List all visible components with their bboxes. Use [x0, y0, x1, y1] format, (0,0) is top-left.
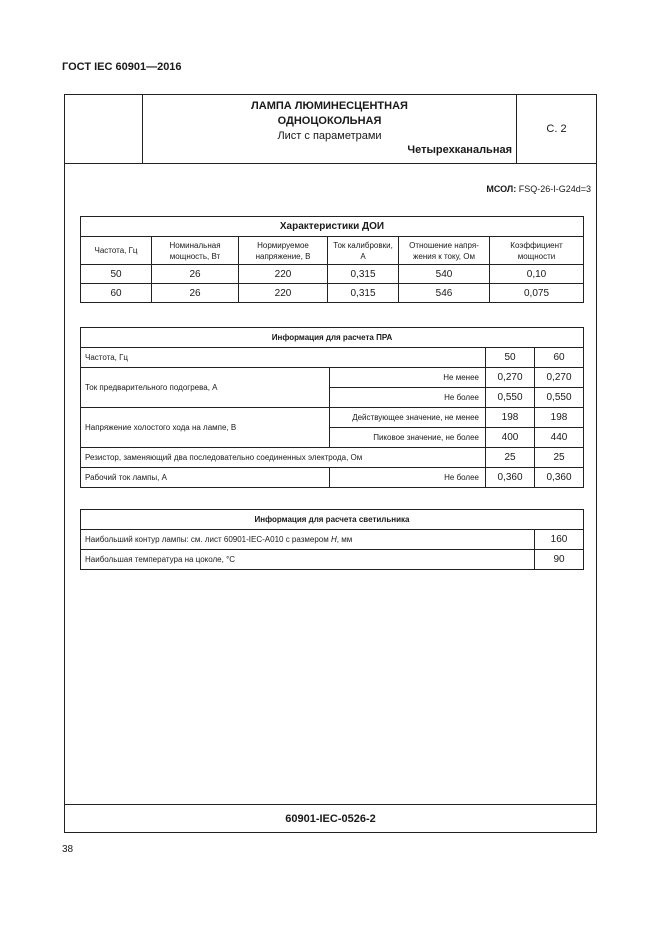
header-sheet-cell	[517, 95, 596, 164]
mcol-value: FSQ-26-I-G24d=3	[518, 184, 591, 194]
open-circuit-voltage-label: Напряжение холостого хода на лампе, В	[81, 408, 330, 448]
sheet-number: С. 2	[546, 123, 567, 135]
mcol-label: МСОЛ:	[486, 184, 517, 194]
doi-table-title: Характеристики ДОИ	[81, 217, 584, 237]
table-row	[81, 284, 584, 303]
working-current-50: 0,360	[486, 468, 535, 488]
frequency-label: Частота, Гц	[81, 348, 486, 368]
preheat-max-50: 0,550	[486, 388, 535, 408]
cell: 26	[152, 265, 239, 284]
table-row	[81, 530, 584, 550]
working-current-condition: Не более	[330, 468, 486, 488]
luminaire-info-table	[80, 509, 584, 570]
ocv-peak-50: 400	[486, 428, 535, 448]
resistor-label: Резистор, заменяющий два последовательно соединенных электрода, Ом	[81, 448, 486, 468]
title-line-1: ЛАМПА ЛЮМИНЕСЦЕНТНАЯ	[251, 100, 408, 112]
ocv-rms-60: 198	[535, 408, 584, 428]
ocv-peak-label: Пиковое значение, не более	[330, 428, 486, 448]
table-row	[81, 408, 584, 428]
max-contour-label	[81, 530, 535, 550]
subtitle: Лист с параметрами	[277, 130, 382, 142]
cell: 50	[81, 265, 152, 284]
mcol-designation	[486, 184, 591, 194]
table-row	[81, 448, 584, 468]
col-header-frequency: Частота, Гц	[81, 237, 152, 265]
preheat-max-label: Не более	[330, 388, 486, 408]
frequency-50: 50	[486, 348, 535, 368]
lum-table-title: Информация для расчета светильника	[81, 510, 584, 530]
ballast-info-table	[80, 327, 584, 488]
working-current-60: 0,360	[535, 468, 584, 488]
doi-characteristics-table	[80, 216, 584, 303]
footer-divider	[65, 804, 596, 805]
cell: 26	[152, 284, 239, 303]
col-header-power: Номинальная мощность, Вт	[152, 237, 239, 265]
cell: 0,315	[328, 284, 399, 303]
max-contour-label-post: , мм	[336, 535, 353, 544]
cell: 60	[81, 284, 152, 303]
max-cap-temperature-label: Наибольшая температура на цоколе, °С	[81, 550, 535, 570]
cell: 220	[239, 284, 328, 303]
sheet-footer-code: 60901-IEC-0526-2	[285, 813, 376, 825]
table-row	[81, 550, 584, 570]
ocv-rms-label: Действующее значение, не менее	[330, 408, 486, 428]
resistor-60: 25	[535, 448, 584, 468]
cell: 0,315	[328, 265, 399, 284]
frequency-60: 60	[535, 348, 584, 368]
col-header-calibration-current: Ток калибровки, А	[328, 237, 399, 265]
col-header-voltage-current-ratio: Отношение напря-жения к току, Ом	[399, 237, 490, 265]
cell: 546	[399, 284, 490, 303]
table-row	[81, 368, 584, 388]
max-cap-temperature-value: 90	[535, 550, 584, 570]
preheat-max-60: 0,550	[535, 388, 584, 408]
page-number: 38	[62, 844, 74, 855]
pra-table-title: Информация для расчета ПРА	[81, 328, 584, 348]
max-contour-value: 160	[535, 530, 584, 550]
table-row	[81, 468, 584, 488]
ocv-peak-60: 440	[535, 428, 584, 448]
preheat-min-label: Не менее	[330, 368, 486, 388]
col-header-power-factor: Коэффициент мощности	[490, 237, 584, 265]
title-line-2: ОДНОЦОКОЛЬНАЯ	[277, 115, 382, 127]
header-title-cell	[143, 95, 517, 164]
cell: 540	[399, 265, 490, 284]
max-contour-label-var: H	[330, 535, 337, 544]
parameter-sheet-frame	[64, 94, 597, 833]
table-row	[81, 265, 584, 284]
resistor-50: 25	[486, 448, 535, 468]
col-header-voltage: Нормируемое напряжение, В	[239, 237, 328, 265]
cell: 0,075	[490, 284, 584, 303]
table-row	[81, 348, 584, 368]
cell: 0,10	[490, 265, 584, 284]
preheat-min-60: 0,270	[535, 368, 584, 388]
max-contour-label-pre: Наибольший контур лампы: см. лист 60901-IEC-A010 с размером	[85, 535, 331, 544]
header-left-cell	[65, 95, 143, 164]
preheat-min-50: 0,270	[486, 368, 535, 388]
ocv-rms-50: 198	[486, 408, 535, 428]
document-code: ГОСТ IEC 60901—2016	[62, 61, 182, 73]
variant-label: Четырехканальная	[407, 144, 512, 156]
preheat-current-label: Ток предварительного подогрева, А	[81, 368, 330, 408]
cell: 220	[239, 265, 328, 284]
working-current-label: Рабочий ток лампы, А	[81, 468, 330, 488]
